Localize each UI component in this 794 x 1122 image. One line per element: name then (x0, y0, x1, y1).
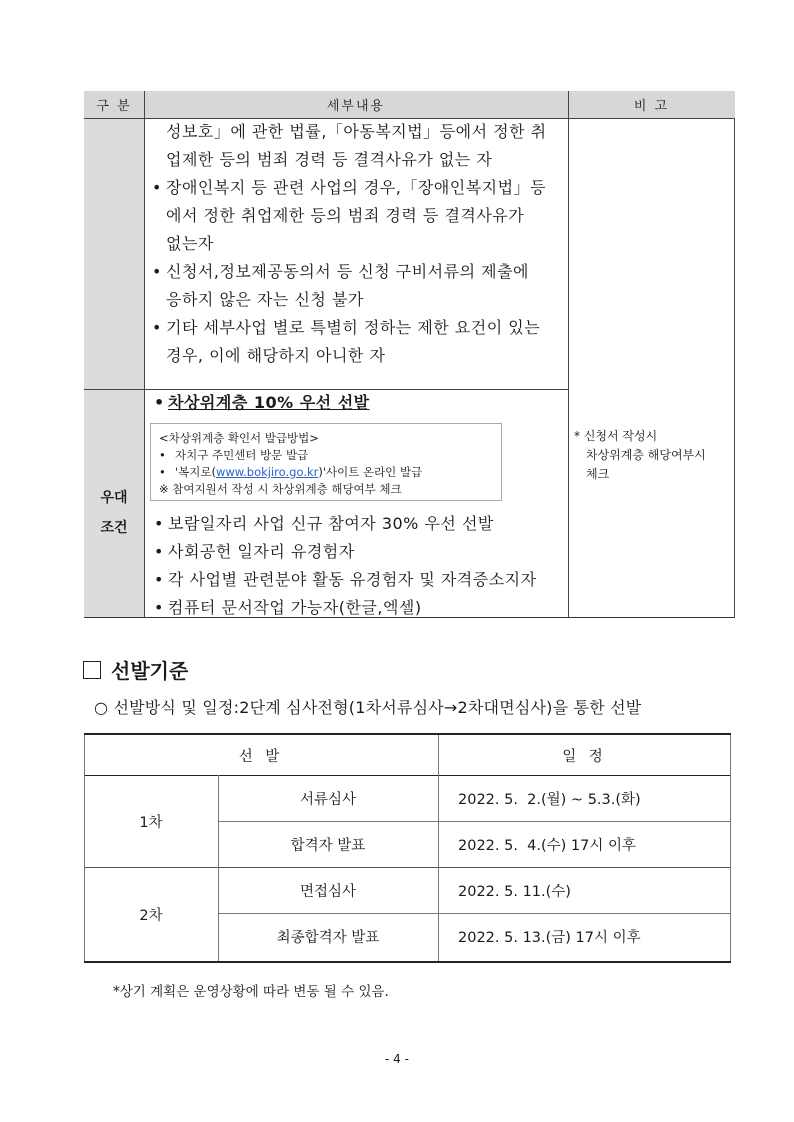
step-document-review: 서류심사 (299, 791, 357, 808)
list-item: 에서 정한 취업제한 등의 범죄 경력 등 결격사유가 (166, 206, 525, 225)
selection-method: ○ 선발방식 및 일정:2단계 심사전형(1차서류심사→2차대면심사)을 통한 선발 (94, 698, 642, 717)
header-selection: 선 발 (238, 748, 284, 765)
list-item: 경우, 이에 해당하지 아니한 자 (166, 346, 386, 365)
stage-1: 1차 (139, 814, 163, 831)
checkbox-square-icon (83, 661, 101, 679)
list-item: • 신청서,정보제공동의서 등 신청 구비서류의 제출에 (152, 262, 530, 281)
header-category: 구 분 (84, 91, 144, 119)
section-title: 선발기준 (83, 655, 188, 684)
step-pass-announcement: 합격자 발표 (290, 837, 366, 854)
list-item: 성보호」에 관한 법률,「아동복지법」등에서 정한 취 (166, 122, 547, 141)
list-item: • 기타 세부사업 별로 특별히 정하는 제한 요건이 있는 (152, 318, 541, 337)
step-interview: 면접심사 (299, 883, 357, 900)
note-title: <차상위계층 확인서 발급방법> (159, 431, 319, 445)
list-item: • 보람일자리 사업 신규 참여자 30% 우선 선발 (154, 514, 494, 533)
date-interview: 2022. 5. 11.(수) (458, 883, 571, 900)
remark-note: * 신청서 작성시 차상위계층 해당여부시 체크 (574, 429, 706, 481)
list-item: • 장애인복지 등 관련 사업의 경우,「장애인복지법」등 (152, 178, 547, 197)
list-item: 응하지 않은 자는 신청 불가 (166, 290, 364, 309)
schedule-table (84, 733, 731, 963)
date-document-review: 2022. 5. 2.(월) ~ 5.3.(화) (458, 791, 641, 808)
header-details: 세부내용 (144, 91, 568, 119)
list-item: • 컴퓨터 문서작업 가능자(한글,엑셀) (154, 598, 422, 617)
priority-item: • 차상위계층 10% 우선 선발 (154, 393, 370, 412)
list-item: • 사회공헌 일자리 유경험자 (154, 542, 355, 561)
note-item: • '복지로(www.bokjiro.go.kr)'사이트 온라인 발급 (159, 465, 423, 479)
header-schedule: 일 정 (562, 748, 607, 765)
list-item: • 각 사업별 관련분야 활동 유경험자 및 자격증소지자 (154, 570, 537, 589)
note-item: ※ 참여지원서 작성 시 차상위계층 해당여부 체크 (159, 482, 402, 496)
stage-2: 2차 (139, 907, 163, 924)
certificate-note-box (150, 423, 502, 501)
preference-label: 우대 조건 (100, 490, 128, 536)
restrictions-list (152, 118, 547, 370)
preference-list (154, 510, 537, 622)
footnote: *상기 계획은 운영상황에 따라 변동 될 수 있음. (113, 984, 389, 1000)
header-remarks: 비 고 (568, 91, 735, 119)
note-item: • 자치구 주민센터 방문 발급 (159, 448, 309, 462)
eligibility-table (84, 91, 735, 618)
bokjiro-link[interactable]: www.bokjiro.go.kr (215, 465, 319, 479)
date-pass-announcement: 2022. 5. 4.(수) 17시 이후 (458, 837, 637, 854)
list-item: 업제한 등의 범죄 경력 등 결격사유가 없는 자 (166, 150, 493, 169)
step-final-announcement: 최종합격자 발표 (276, 929, 380, 946)
date-final-announcement: 2022. 5. 13.(금) 17시 이후 (458, 929, 641, 946)
list-item: 없는자 (166, 234, 214, 253)
page-number: - 4 - (385, 1052, 409, 1066)
